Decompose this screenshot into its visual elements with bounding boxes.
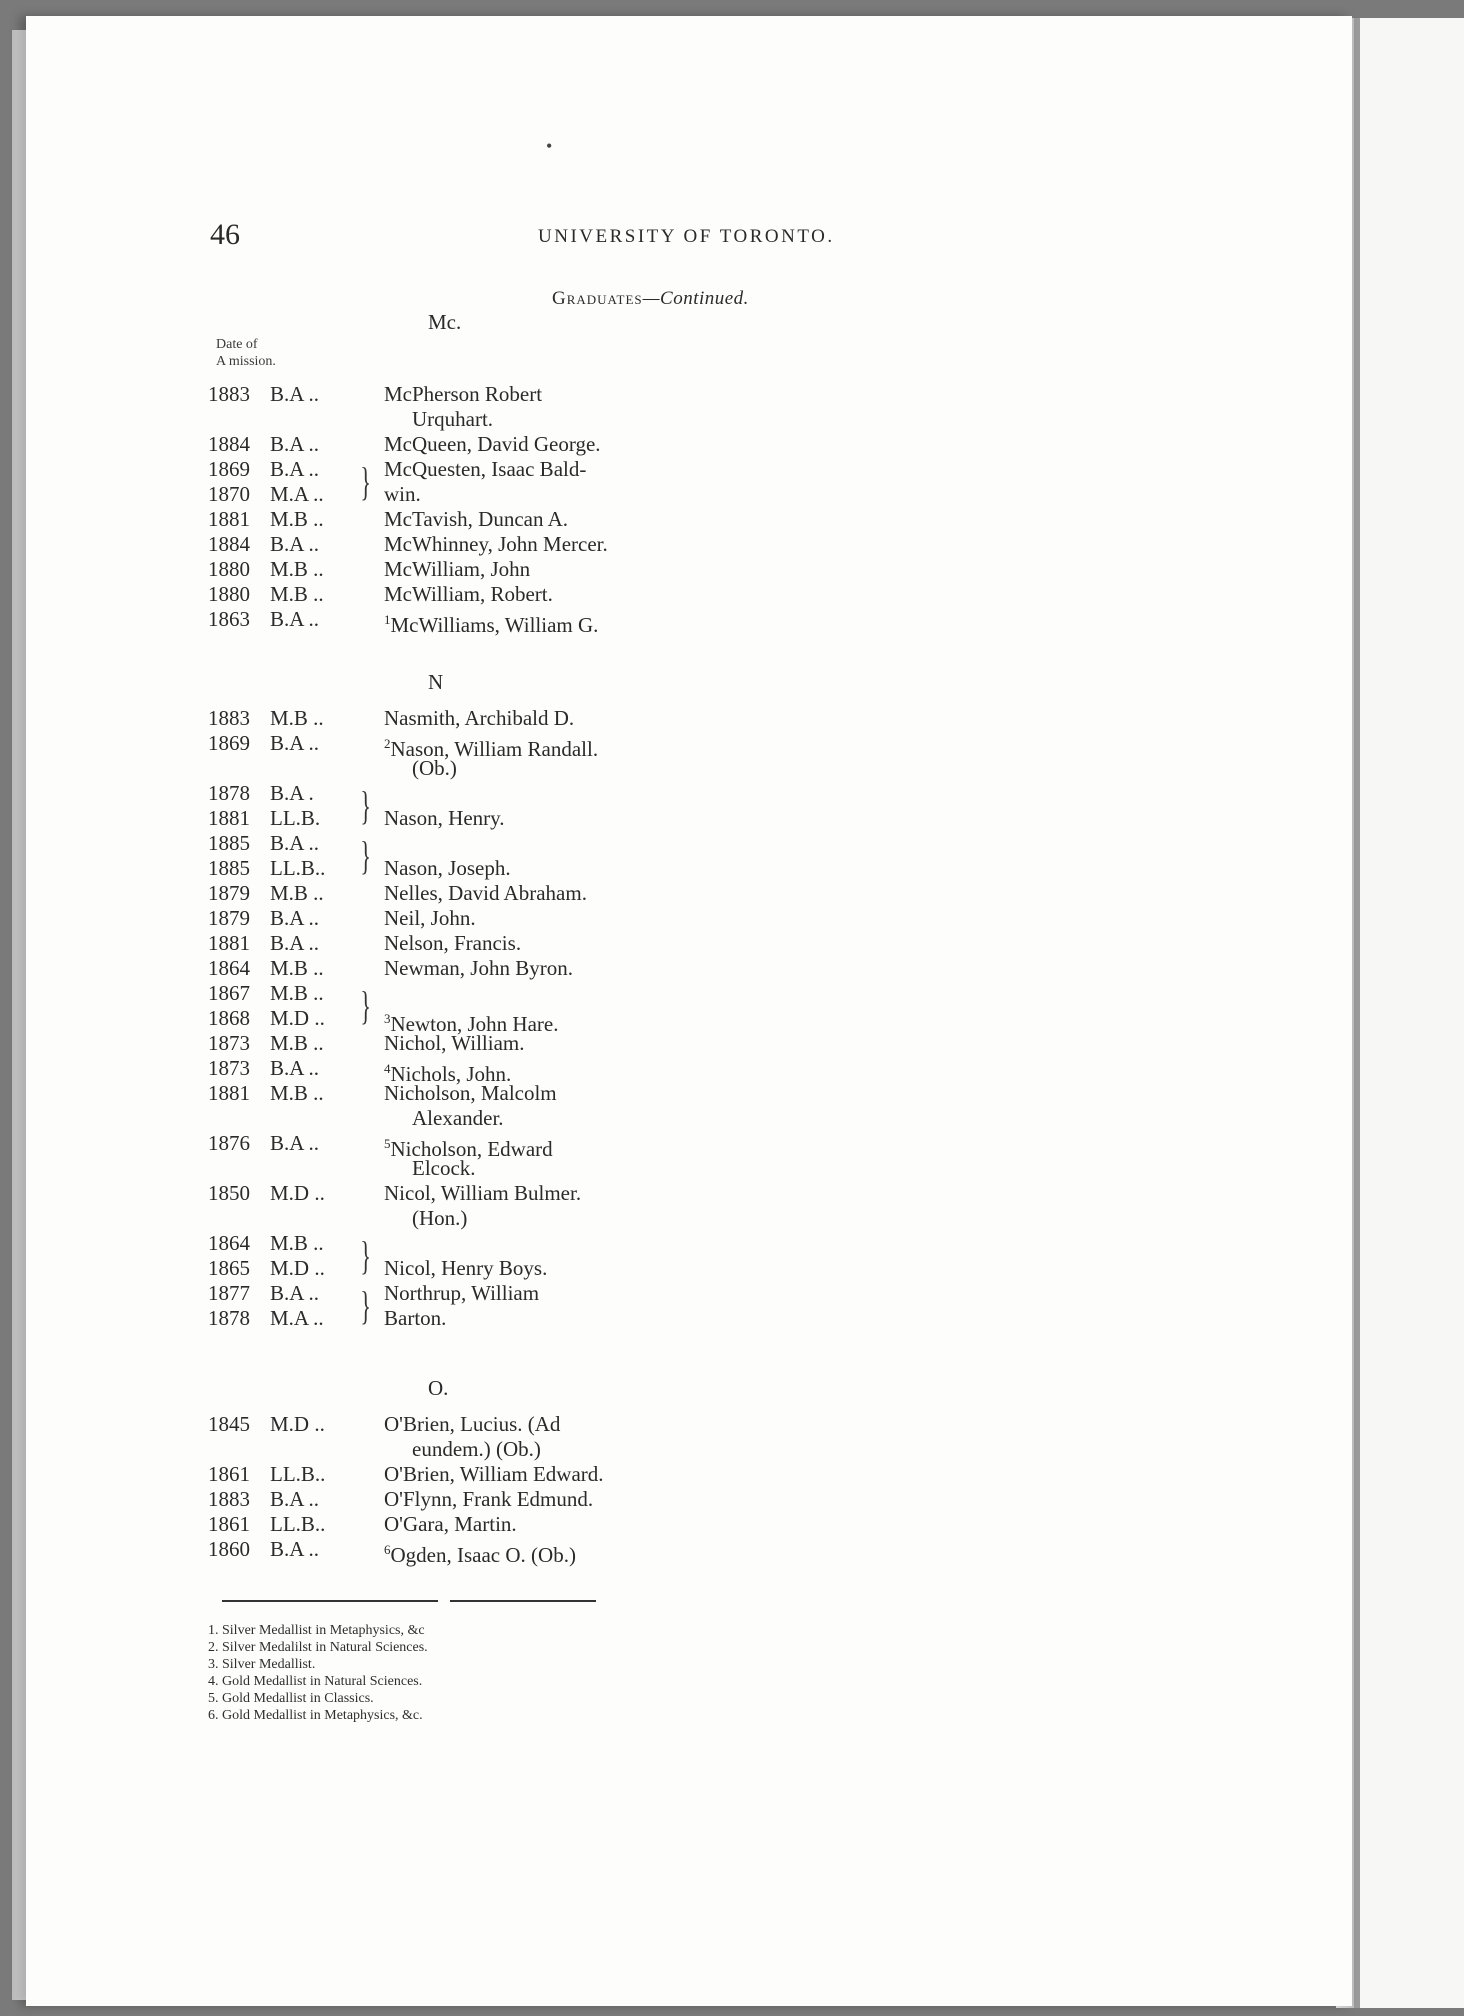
entry-name: Nason, Henry. xyxy=(384,806,505,830)
ink-speck: • xyxy=(546,136,553,156)
entry-year: 1883 xyxy=(208,1487,250,1511)
list-item-continuation xyxy=(208,1156,688,1181)
entry-name-continued: (Hon.) xyxy=(412,1206,468,1230)
entry-degree: B.A . xyxy=(270,781,314,805)
entry-name: $^3$Newton, John Hare. xyxy=(384,1011,559,1036)
page-number: 46 xyxy=(210,218,240,251)
list-item xyxy=(208,981,688,1006)
footnote-ref: 1 xyxy=(384,612,391,627)
entry-name: Nelson, Francis. xyxy=(384,931,522,955)
entry-year: 1885 xyxy=(208,856,250,880)
entry-name: McQueen, David George. xyxy=(384,432,601,456)
entry-degree: M.B .. xyxy=(270,981,324,1005)
entry-name-continued: (Ob.) xyxy=(412,756,457,780)
list-item xyxy=(208,956,688,981)
entry-degree: B.A .. xyxy=(270,382,320,406)
list-item xyxy=(208,731,688,761)
entry-degree: M.B .. xyxy=(270,881,324,905)
list-item xyxy=(208,1256,688,1281)
entry-name: $^2$Nason, William Randall. xyxy=(384,736,599,761)
entry-year: 1864 xyxy=(208,956,250,980)
entry-year: 1878 xyxy=(208,1306,250,1330)
entry-year: 1869 xyxy=(208,457,250,481)
entry-year: 1876 xyxy=(208,1131,250,1155)
entry-degree: B.A .. xyxy=(270,731,320,755)
brace-mark: } xyxy=(360,1233,371,1278)
list-item xyxy=(208,931,688,956)
footnote-ref: 4 xyxy=(384,1061,391,1076)
list-item xyxy=(208,557,688,582)
list-item xyxy=(208,781,688,806)
list-item-continuation xyxy=(208,1106,688,1131)
group-heading-o: O. xyxy=(428,1376,449,1400)
entry-year: 1880 xyxy=(208,557,250,581)
entry-degree: M.D .. xyxy=(270,1412,325,1436)
entry-degree: M.B .. xyxy=(270,1031,324,1055)
entries-o xyxy=(208,1412,688,1567)
entries-mc xyxy=(208,382,688,637)
entry-name: O'Flynn, Frank Edmund. xyxy=(384,1487,594,1511)
list-item xyxy=(208,806,688,831)
entry-degree: B.A .. xyxy=(270,1281,320,1305)
entry-name: Nason, Joseph. xyxy=(384,856,511,880)
entry-name: $^5$Nicholson, Edward xyxy=(384,1136,553,1161)
list-item xyxy=(208,382,688,407)
entry-name: Nasmith, Archibald D. xyxy=(384,706,575,730)
list-item xyxy=(208,432,688,457)
entry-year: 1865 xyxy=(208,1256,250,1280)
entry-degree: LL.B.. xyxy=(270,1512,326,1536)
entry-year: 1860 xyxy=(208,1537,250,1561)
entry-year: 1880 xyxy=(208,582,250,606)
list-item xyxy=(208,1537,688,1567)
list-item xyxy=(208,457,688,482)
list-item-continuation xyxy=(208,1206,688,1231)
entry-degree: M.B .. xyxy=(270,582,324,606)
list-item xyxy=(208,706,688,731)
entry-year: 1883 xyxy=(208,382,250,406)
brace-mark: } xyxy=(360,783,371,828)
entry-name: O'Brien, Lucius. (Ad xyxy=(384,1412,561,1436)
running-title: UNIVERSITY OF TORONTO. xyxy=(538,226,835,247)
list-item xyxy=(208,856,688,881)
entry-degree: M.B .. xyxy=(270,1231,324,1255)
list-item xyxy=(208,1181,688,1206)
entry-degree: B.A .. xyxy=(270,1131,320,1155)
entry-name: McWhinney, John Mercer. xyxy=(384,532,608,556)
entry-degree: B.A .. xyxy=(270,1537,320,1561)
entry-name: O'Gara, Martin. xyxy=(384,1512,517,1536)
entry-year: 1845 xyxy=(208,1412,250,1436)
entry-degree: M.B .. xyxy=(270,956,324,980)
footnote-rule xyxy=(222,1600,670,1602)
entry-year: 1881 xyxy=(208,507,250,531)
entry-name: win. xyxy=(384,482,421,506)
brace-mark: } xyxy=(360,459,371,504)
entry-year: 1884 xyxy=(208,532,250,556)
entries-n xyxy=(208,706,688,1331)
footnote-ref: 6 xyxy=(384,1542,391,1557)
entry-degree: B.A .. xyxy=(270,1056,320,1080)
entry-year: 1873 xyxy=(208,1056,250,1080)
entry-name: Nelles, David Abraham. xyxy=(384,881,587,905)
group-heading-mc: Mc. xyxy=(428,310,462,334)
entry-year: 1881 xyxy=(208,931,250,955)
entry-name: McWilliam, Robert. xyxy=(384,582,553,606)
entry-year: 1877 xyxy=(208,1281,250,1305)
column-heading xyxy=(216,336,276,370)
footnote-line: 2. Silver Medalilst in Natural Sciences. xyxy=(208,1640,428,1655)
entry-degree: M.A .. xyxy=(270,482,324,506)
entry-name: O'Brien, William Edward. xyxy=(384,1462,604,1486)
entry-year: 1868 xyxy=(208,1006,250,1030)
entry-name: Northrup, William xyxy=(384,1281,540,1305)
footnote-ref: 2 xyxy=(384,736,391,751)
list-item xyxy=(208,881,688,906)
entry-name: Neil, John. xyxy=(384,906,476,930)
section-continued: —Continued. xyxy=(642,288,749,309)
brace-mark: } xyxy=(360,983,371,1028)
entry-name: McWilliam, John xyxy=(384,557,531,581)
list-item xyxy=(208,1512,688,1537)
entry-year: 1864 xyxy=(208,1231,250,1255)
entry-degree: LL.B.. xyxy=(270,1462,326,1486)
list-item xyxy=(208,1462,688,1487)
entry-year: 1861 xyxy=(208,1512,250,1536)
list-item xyxy=(208,1487,688,1512)
list-item xyxy=(208,482,688,507)
list-item xyxy=(208,1412,688,1437)
entry-name: Nicol, Henry Boys. xyxy=(384,1256,548,1280)
entry-name-continued: Urquhart. xyxy=(412,407,494,431)
entry-year: 1879 xyxy=(208,906,250,930)
entry-year: 1878 xyxy=(208,781,250,805)
footnote-ref: 3 xyxy=(384,1011,391,1026)
list-item xyxy=(208,831,688,856)
entry-degree: LL.B. xyxy=(270,806,321,830)
list-item xyxy=(208,1081,688,1106)
entry-name: $^6$Ogden, Isaac O. (Ob.) xyxy=(384,1542,576,1567)
entry-name: Nicol, William Bulmer. xyxy=(384,1181,582,1205)
entry-year: 1870 xyxy=(208,482,250,506)
list-item-continuation xyxy=(208,407,688,432)
entry-degree: M.B .. xyxy=(270,557,324,581)
entry-degree: M.B .. xyxy=(270,706,324,730)
entry-degree: B.A .. xyxy=(270,532,320,556)
entry-name: $^1$McWilliams, William G. xyxy=(384,612,599,637)
footnote-ref: 5 xyxy=(384,1136,391,1151)
entry-year: 1885 xyxy=(208,831,250,855)
entry-year: 1863 xyxy=(208,607,250,631)
entry-name: McTavish, Duncan A. xyxy=(384,507,568,531)
footnote-line: 3. Silver Medallist. xyxy=(208,1657,316,1672)
entry-degree: B.A .. xyxy=(270,1487,320,1511)
entry-year: 1861 xyxy=(208,1462,250,1486)
entry-degree: B.A .. xyxy=(270,457,320,481)
entry-name: Newman, John Byron. xyxy=(384,956,573,980)
entry-degree: B.A .. xyxy=(270,906,320,930)
entry-year: 1873 xyxy=(208,1031,250,1055)
footnote-line: 6. Gold Medallist in Metaphysics, &c. xyxy=(208,1708,423,1723)
list-item-continuation xyxy=(208,756,688,781)
list-item xyxy=(208,532,688,557)
column-heading-line: A mission. xyxy=(216,354,276,369)
entry-year: 1884 xyxy=(208,432,250,456)
list-item xyxy=(208,1306,688,1331)
entry-degree: M.B .. xyxy=(270,507,324,531)
list-item xyxy=(208,906,688,931)
entry-degree: M.D .. xyxy=(270,1181,325,1205)
entry-year: 1883 xyxy=(208,706,250,730)
brace-mark: } xyxy=(360,1283,371,1328)
list-item xyxy=(208,1231,688,1256)
entry-name-continued: Elcock. xyxy=(412,1156,476,1180)
footnote-line: 5. Gold Medallist in Classics. xyxy=(208,1691,374,1706)
group-heading-n: N xyxy=(428,670,444,694)
footnote-line: 1. Silver Medallist in Metaphysics, &c xyxy=(208,1623,425,1638)
section-prefix: Graduates xyxy=(552,288,643,309)
entry-name: $^4$Nichols, John. xyxy=(384,1061,512,1086)
list-item xyxy=(208,1006,688,1036)
entry-name: Barton. xyxy=(384,1306,447,1330)
footnote-line: 4. Gold Medallist in Natural Sciences. xyxy=(208,1674,423,1689)
list-item xyxy=(208,507,688,532)
section-label xyxy=(552,288,749,310)
list-item xyxy=(208,1056,688,1086)
facing-page xyxy=(1352,18,1464,2008)
entry-degree: B.A .. xyxy=(270,931,320,955)
entry-degree: M.D .. xyxy=(270,1006,325,1030)
entry-year: 1881 xyxy=(208,1081,250,1105)
column-heading-line: Date of xyxy=(216,337,258,352)
entry-degree: LL.B.. xyxy=(270,856,326,880)
page-header xyxy=(210,218,860,258)
footnotes xyxy=(208,1622,428,1724)
entry-degree: M.D .. xyxy=(270,1256,325,1280)
brace-mark: } xyxy=(360,833,371,878)
entry-name: Nicholson, Malcolm xyxy=(384,1081,557,1105)
entry-degree: B.A .. xyxy=(270,831,320,855)
entry-name: McQuesten, Isaac Bald- xyxy=(384,457,587,481)
entry-name-continued: eundem.) (Ob.) xyxy=(412,1437,541,1461)
list-item xyxy=(208,582,688,607)
list-item-continuation xyxy=(208,1437,688,1462)
entry-year: 1881 xyxy=(208,806,250,830)
entry-degree: B.A .. xyxy=(270,607,320,631)
entry-year: 1869 xyxy=(208,731,250,755)
entry-name: McPherson Robert xyxy=(384,382,543,406)
entry-name-continued: Alexander. xyxy=(412,1106,504,1130)
entry-year: 1879 xyxy=(208,881,250,905)
entry-year: 1850 xyxy=(208,1181,250,1205)
entry-degree: M.A .. xyxy=(270,1306,324,1330)
list-item xyxy=(208,1131,688,1161)
entry-degree: B.A .. xyxy=(270,432,320,456)
entry-year: 1867 xyxy=(208,981,250,1005)
entry-degree: M.B .. xyxy=(270,1081,324,1105)
list-item xyxy=(208,607,688,637)
entry-name: Nichol, William. xyxy=(384,1031,525,1055)
list-item xyxy=(208,1281,688,1306)
list-item xyxy=(208,1031,688,1056)
